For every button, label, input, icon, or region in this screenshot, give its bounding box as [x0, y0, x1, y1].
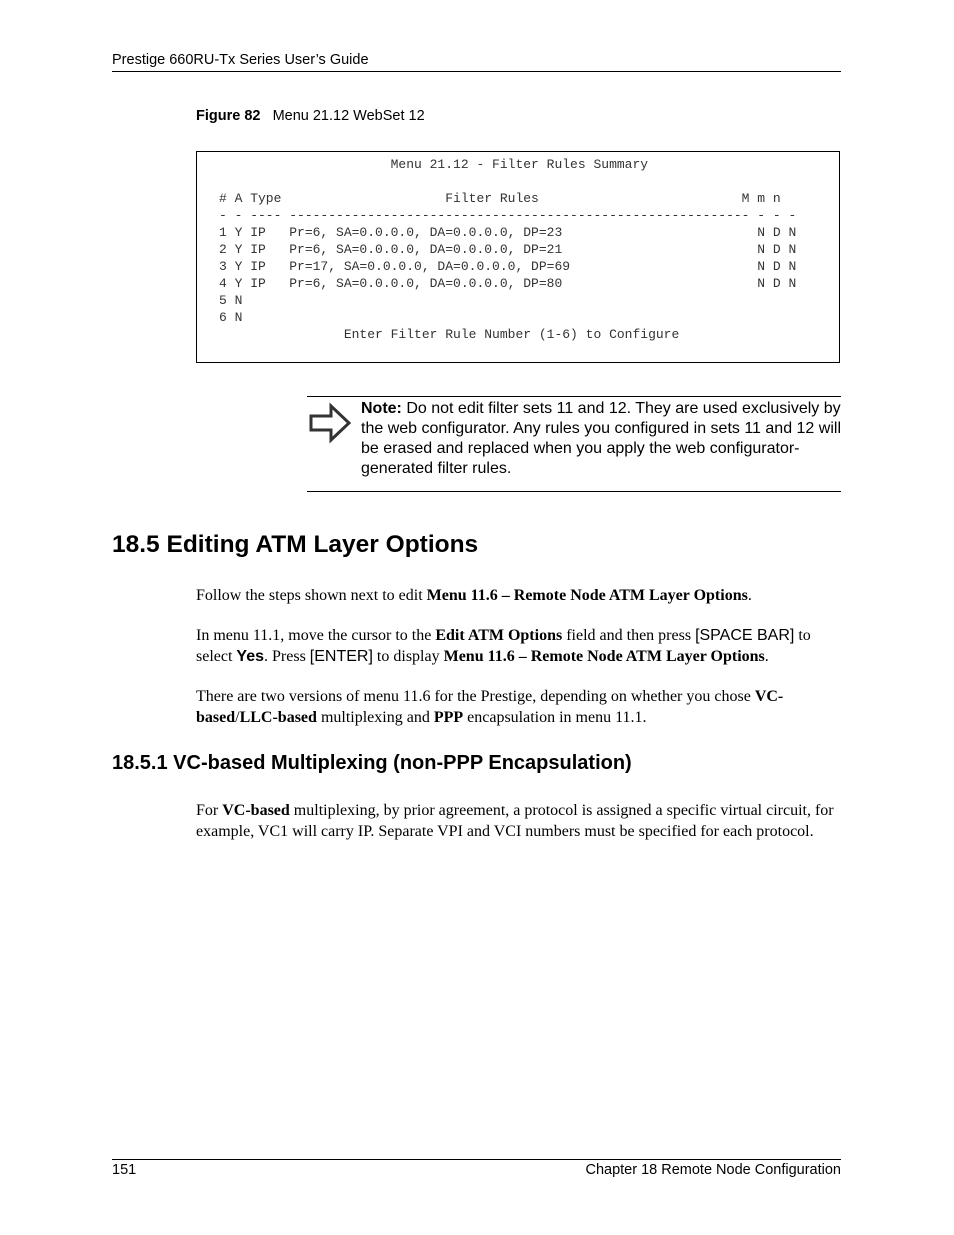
term: LLC-based	[239, 709, 317, 726]
terminal-screen	[196, 151, 840, 363]
text-run: .	[764, 648, 769, 665]
term: PPP	[433, 709, 464, 726]
header-rule	[112, 71, 841, 72]
text-run: There are two versions of menu 11.6 for the Prestige, depending on whether you chose	[196, 688, 755, 705]
text-run: In menu 11.1, move the cursor to the	[196, 627, 436, 644]
page-number: 151	[112, 1162, 137, 1178]
text-run: to select	[196, 627, 811, 665]
term: VC-based	[196, 688, 784, 726]
note-body: Do not edit filter sets 11 and 12. They are used exclusively by the web configurator. Any rules you configured in sets 11 and 12 will be erased and replaced when you apply the web configurator-generated filter rules.	[361, 400, 841, 477]
option-value: Yes	[236, 648, 265, 665]
text-run: Follow the steps shown next to edit	[196, 587, 427, 604]
text-run: For	[196, 802, 223, 819]
section-paragraph-3	[196, 686, 841, 728]
key-name: [SPACE BAR]	[695, 627, 795, 644]
key-name: [ENTER]	[309, 648, 373, 665]
running-header: Prestige 660RU-Tx Series User’s Guide	[112, 52, 369, 68]
figure-label: Figure 82	[196, 108, 261, 124]
right-arrow-icon	[309, 402, 353, 444]
text-run: /	[235, 709, 240, 726]
text-run: .	[747, 587, 752, 604]
text-run: field and then press	[562, 627, 696, 644]
note-text	[361, 399, 841, 479]
section-heading: 18.5 Editing ATM Layer Options	[112, 531, 479, 558]
text-run: to display	[372, 648, 444, 665]
subsection-paragraph-1	[196, 800, 841, 842]
note-label: Note:	[361, 400, 402, 417]
figure-caption	[196, 108, 425, 124]
subsection-heading: 18.5.1 VC-based Multiplexing (non-PPP Encapsulation)	[112, 752, 632, 774]
term: VC-based	[222, 802, 290, 819]
text-run: multiplexing, by prior agreement, a protocol is assigned a specific virtual circuit, for example, VC1 will carry IP. Separate VPI and VCI numbers must be specified for each protocol.	[196, 802, 834, 840]
footer-rule	[112, 1159, 841, 1160]
field-name: Edit ATM Options	[435, 627, 563, 644]
menu-name: Menu 11.6 – Remote Node ATM Layer Options	[426, 587, 748, 604]
note-top-rule	[307, 396, 841, 397]
terminal-screen-text: Menu 21.12 - Filter Rules Summary # A Type Filter Rules M m n - - ---- ----------------------------------------------------------- - - - 1 Y IP Pr=6, SA=0.0.0.0, DA=0.0.0.0, DP=23 N D N 2 Y IP Pr=6, SA=0.0.0.0, DA=0.0.0.0, DP=21 N D N 3 Y IP Pr=17, SA=0.0.0.0, DA=0.0.0.0, DP=69 N D N 4 Y IP Pr=6, SA=0.0.0.0, DA=0.0.0.0, DP=80 N D N 5 N 6 N Enter Filter Rule Number (1-6) to Configure	[219, 157, 797, 342]
note-bottom-rule	[307, 491, 841, 492]
text-run: . Press	[264, 648, 310, 665]
footer-chapter-title: Chapter 18 Remote Node Configuration	[585, 1162, 841, 1178]
section-paragraph-1	[196, 585, 841, 606]
menu-name: Menu 11.6 – Remote Node ATM Layer Options	[443, 648, 765, 665]
text-run: encapsulation in menu 11.1.	[463, 709, 647, 726]
text-run: multiplexing and	[316, 709, 434, 726]
section-paragraph-2	[196, 625, 841, 667]
figure-title: Menu 21.12 WebSet 12	[272, 108, 425, 124]
